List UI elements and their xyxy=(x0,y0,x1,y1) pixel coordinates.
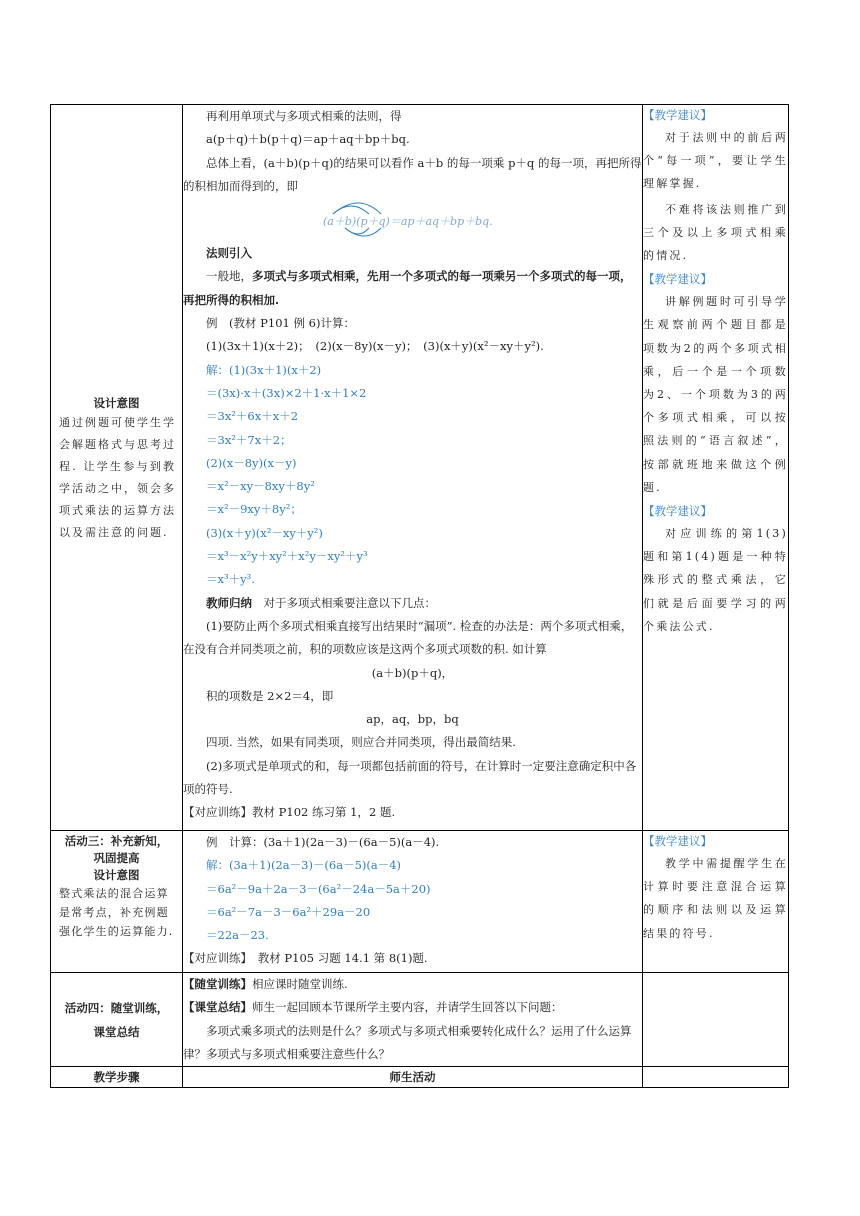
text-line: a(p＋q)＋b(p＋q)＝ap＋aq＋bp＋bq. xyxy=(206,132,410,147)
lesson-plan-table xyxy=(50,104,789,1088)
solution-line: ＝22a－23. xyxy=(206,928,269,943)
tip-text: 对应训练的第1(3)题和第1(4)题是一种特殊形式的整式乘法，它们就是后面要学习的两个乘法公式. xyxy=(643,527,788,633)
term-count: 积的项数是 2×2＝4，即 xyxy=(206,688,334,703)
teacher-summary xyxy=(183,592,642,615)
teaching-steps-label: 教学步骤 xyxy=(93,1070,140,1085)
solution-line: ＝3x²＋6x＋x＋2 xyxy=(206,409,299,424)
point-two: (2)多项式是单项式的和，每一项都包括前面的符号，在计算时一定要注意确定积中各项的符号. xyxy=(183,758,637,797)
solution-line: ＝6a²－7a－3－6a²＋29a－20 xyxy=(206,904,371,919)
training-line: 【对应训练】 教材 P105 习题 14.1 第 8(1)题. xyxy=(183,951,428,966)
teacher-student-activity-label: 师生活动 xyxy=(389,1070,436,1085)
activity-three-subtitle: 巩固提高 xyxy=(93,851,140,865)
tip-text: 教学中需提醒学生在计算时要注意混合运算的顺序和法则以及运算结果的符号. xyxy=(643,857,788,940)
activity-four-subtitle: 课堂总结 xyxy=(93,1024,140,1039)
teacher-summary-label: 教师归纳 xyxy=(206,595,252,610)
tip-text: 讲解例题时可引导学生观察前两个题目都是项数为2的两个多项式相乘，后一个是一个项数为2、一个项数为3的两个多项式相乘，可以按照法则的“语言叙述”，按部就班地来做这个例题. xyxy=(643,295,788,494)
design-intent-text: 整式乘法的混合运算是常考点，补充例题强化学生的运算能力. xyxy=(59,887,174,938)
solution-line: 解：(1)(3x＋1)(x＋2) xyxy=(206,362,322,377)
row3-left-cell xyxy=(51,973,183,1067)
training-line: 【对应训练】教材 P102 练习第 1，2 题. xyxy=(183,805,396,820)
class-summary-label: 【课堂总结】 xyxy=(183,1000,252,1015)
tip-heading: 【教学建议】 xyxy=(643,834,712,848)
tip-text: 不难将该法则推广到三个及以上多项式相乘的情况. xyxy=(643,202,788,263)
point-one: (1)要防止两个多项式相乘直接写出结果时“漏项”. 检查的办法是：两个多项式相乘，在没有合并同类项之前，积的项数应该是这两个多项式项数的积. 如计算 xyxy=(183,618,633,657)
text-line: 再利用单项式与多项式相乘的法则，得 xyxy=(206,109,402,123)
design-intent-text: 通过例题可使学生学会解题格式与思考过程. 让学生参与到教学活动之中，领会多项式乘法的运算方法以及需注意的问题. xyxy=(59,415,176,539)
footer-left-cell xyxy=(51,1067,183,1088)
example-items: (1)(3x＋1)(x＋2)； (2)(x－8y)(x－y)； (3)(x＋y)(x²－xy＋y²). xyxy=(206,339,544,354)
activity-three-title: 活动三：补充新知， xyxy=(64,834,169,848)
example-line: 例 计算：(3a＋1)(2a－3)－(6a－5)(a－4). xyxy=(206,835,440,849)
in-class-training-text: 相应课时随堂训练. xyxy=(252,977,348,991)
footer-mid-cell xyxy=(183,1067,643,1088)
row2-right-cell xyxy=(643,831,789,973)
solution-line: ＝x³＋y³. xyxy=(206,572,255,587)
centered-expression: (a＋b)(p＋q)， xyxy=(371,665,454,680)
in-class-training-label: 【随堂训练】 xyxy=(183,977,252,991)
design-intent-title: 设计意图 xyxy=(93,868,140,882)
solution-line: ＝6a²－9a＋2a－3－(6a²－24a－5a＋20) xyxy=(206,881,431,896)
multiplication-arcs-figure xyxy=(311,200,511,242)
rule-statement: 多项式与多项式相乘，先用一个多项式的每一项乘另一个多项式的每一项，再把所得的积相加. xyxy=(183,269,632,307)
rule-title: 法则引入 xyxy=(206,246,252,261)
row-activity-four xyxy=(51,973,789,1067)
tip-heading: 【教学建议】 xyxy=(643,504,712,519)
row-rule-example xyxy=(51,105,789,831)
class-summary xyxy=(183,996,642,1019)
solution-line: ＝x³－x²y＋xy²＋x²y－xy²＋y³ xyxy=(206,549,368,564)
rule-text xyxy=(183,265,642,312)
footer-right-cell xyxy=(643,1067,789,1088)
row2-left-cell xyxy=(51,831,183,973)
row2-mid-cell xyxy=(183,831,643,973)
row1-mid-cell xyxy=(183,105,643,831)
teacher-summary-text: 对于多项式相乘要注意以下几点： xyxy=(252,595,436,610)
in-class-training xyxy=(183,973,642,996)
solution-line: ＝3x²＋7x＋2； xyxy=(206,432,292,447)
centered-terms: ap，aq，bp，bq xyxy=(366,712,459,727)
four-terms: 四项. 当然，如果有同类项，则应合并同类项，得出最简结果. xyxy=(206,735,516,750)
row1-right-cell xyxy=(643,105,789,831)
row3-mid-cell xyxy=(183,973,643,1067)
activity-four-title: 活动四：随堂训练， xyxy=(64,1000,169,1015)
summary-questions: 多项式乘多项式的法则是什么？多项式与多项式相乘要转化成什么？运用了什么运算律？多项式与多项式相乘要注意些什么？ xyxy=(183,1023,632,1061)
rule-prefix: 一般地， xyxy=(206,269,252,284)
text-line: 总体上看，(a＋b)(p＋q)的结果可以看作 a＋b 的每一项乘 p＋q 的每一项，再把所得的积相加而得到的，即 xyxy=(183,155,642,193)
solution-line: (3)(x＋y)(x²－xy＋y²) xyxy=(206,525,323,540)
row3-right-cell xyxy=(643,973,789,1067)
solution-line: 解：(3a＋1)(2a－3)－(6a－5)(a－4) xyxy=(206,858,402,873)
table-footer-row xyxy=(51,1067,789,1088)
solution-line: ＝x²－xy－8xy＋8y² xyxy=(206,479,315,494)
tip-heading: 【教学建议】 xyxy=(643,108,712,122)
row1-left-cell xyxy=(51,105,183,831)
solution-line: (2)(x－8y)(x－y) xyxy=(206,455,297,470)
solution-line: ＝(3x)·x＋(3x)×2＋1·x＋1×2 xyxy=(206,385,367,400)
design-intent-title: 设计意图 xyxy=(93,395,140,410)
tip-text: 对于法则中的前后两个“每一项”，要让学生理解掌握. xyxy=(643,131,788,191)
solution-line: ＝x²－9xy＋8y²； xyxy=(206,502,302,517)
formula-text: (a＋b)(p＋q)＝ap＋aq＋bp＋bq. xyxy=(323,215,493,229)
formula-with-arcs xyxy=(183,198,642,242)
tip-heading: 【教学建议】 xyxy=(643,272,712,287)
example-label: 例 (教材 P101 例 6)计算： xyxy=(206,316,355,331)
row-activity-three xyxy=(51,831,789,973)
class-summary-text: 师生一起回顾本节课所学主要内容，并请学生回答以下问题： xyxy=(252,1000,563,1015)
